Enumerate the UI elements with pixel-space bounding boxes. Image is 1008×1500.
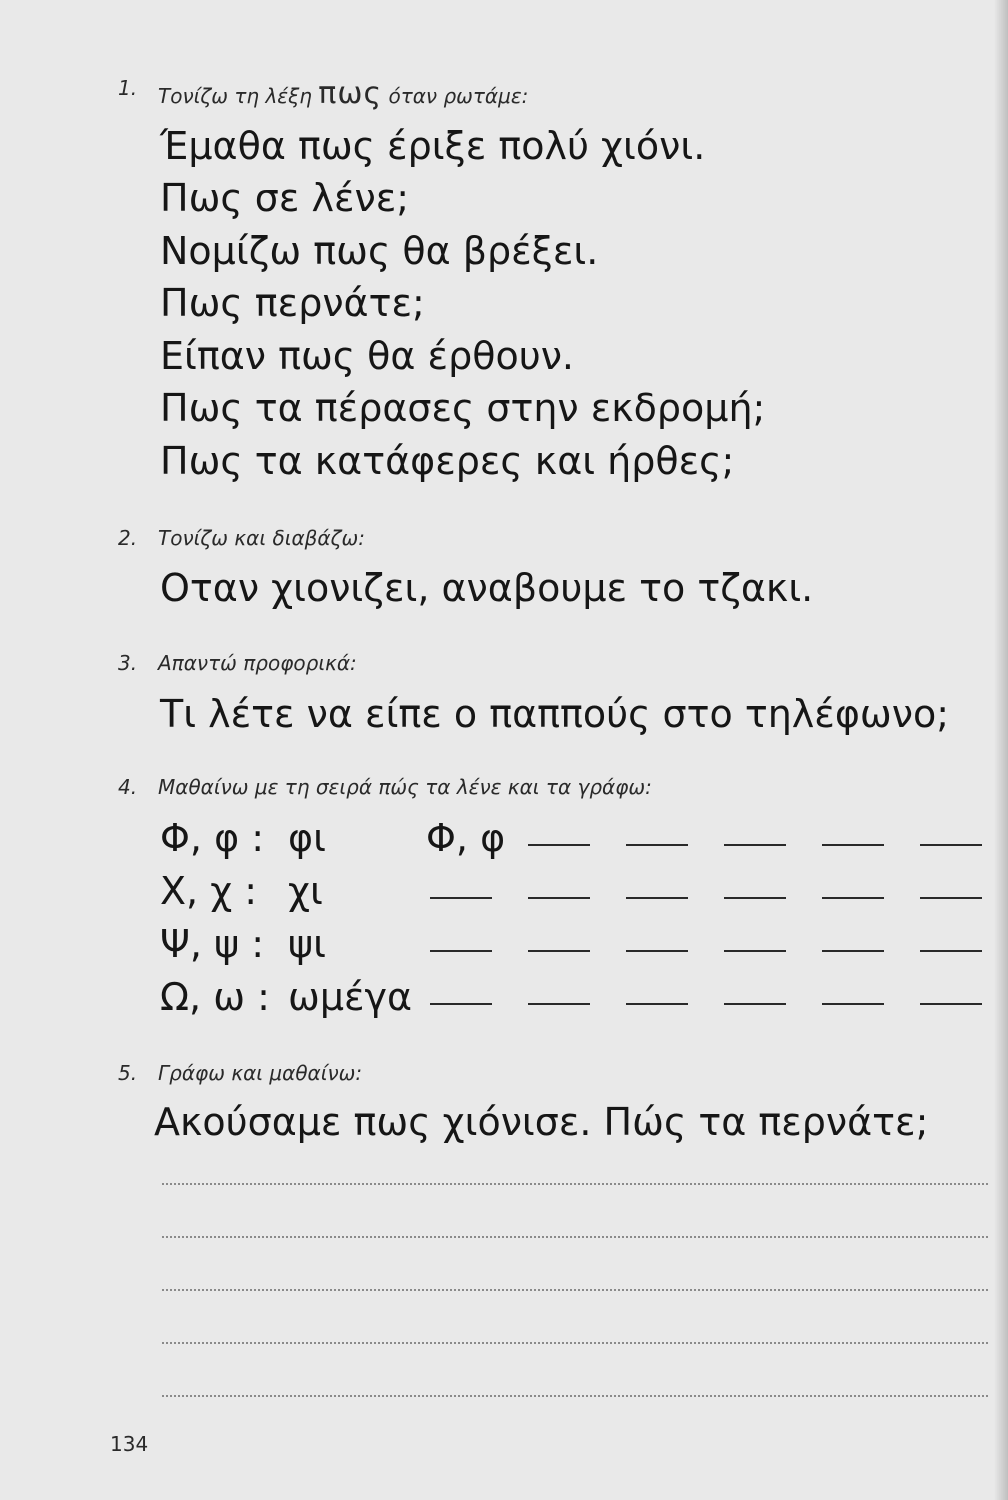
blank-line: [822, 897, 884, 899]
blank-line: [920, 897, 982, 899]
exercise-5-sentence: Ακούσαμε πως χιόνισε. Πώς τα περνάτε;: [154, 1100, 929, 1144]
exercise-1-instruction-before: Τονίζω τη λέξη: [158, 84, 312, 108]
exercise-2-number: 2.: [118, 526, 138, 550]
blank-line: [528, 1003, 590, 1005]
letter-name: ωμέγα: [288, 975, 413, 1019]
blank-line: [822, 1003, 884, 1005]
blank-line: [528, 950, 590, 952]
exercise-3-number: 3.: [118, 651, 138, 675]
exercise-1-instruction: [158, 76, 528, 111]
letter-name: χι: [288, 869, 323, 913]
exercise-1-line: Έμαθα πως έριξε πολύ χιόνι.: [160, 124, 706, 168]
blank-line: [822, 950, 884, 952]
page-number: 134: [110, 1432, 149, 1456]
exercise-5-number: 5.: [118, 1061, 138, 1085]
exercise-1-instruction-after: όταν ρωτάμε:: [388, 84, 529, 108]
exercise-2-sentence: Οταν χιονιζει, αναβουμε το τζακι.: [160, 566, 814, 610]
letter-pair: Ω, ω :: [160, 975, 270, 1019]
blank-line: [626, 897, 688, 899]
exercise-2-instruction: Τονίζω και διαβάζω:: [158, 526, 365, 550]
writing-line-dotted[interactable]: [162, 1395, 988, 1397]
exercise-4-instruction: Μαθαίνω με τη σειρά πώς τα λένε και τα γράφω:: [158, 775, 652, 799]
blank-line: [822, 844, 884, 846]
exercise-1-highlight-word: πως: [318, 76, 383, 111]
blank-line: [626, 844, 688, 846]
blank-line: [724, 1003, 786, 1005]
letter-pair: Φ, φ :: [160, 816, 265, 860]
exercise-1-line: Πως τα πέρασες στην εκδρομή;: [160, 386, 766, 430]
exercise-1-line: Νομίζω πως θα βρέξει.: [160, 229, 599, 273]
blank-line: [724, 950, 786, 952]
blank-line: [430, 897, 492, 899]
letter-pair: Ψ, ψ :: [160, 922, 265, 966]
blank-line: [528, 844, 590, 846]
letter-pair: Χ, χ :: [160, 869, 258, 913]
writing-line-dotted[interactable]: [162, 1289, 988, 1291]
exercise-4-number: 4.: [118, 775, 138, 799]
blank-line: [920, 1003, 982, 1005]
blank-line: [920, 844, 982, 846]
letter-name: ψι: [288, 922, 326, 966]
blank-line: [724, 844, 786, 846]
writing-line-dotted[interactable]: [162, 1236, 988, 1238]
writing-line-dotted[interactable]: [162, 1183, 988, 1185]
exercise-1-line: Πως σε λένε;: [160, 176, 410, 220]
exercise-3-question: Τι λέτε να είπε ο παππούς στο τηλέφωνο;: [160, 692, 950, 736]
exercise-5-instruction: Γράφω και μαθαίνω:: [158, 1061, 363, 1085]
exercise-3-instruction: Απαντώ προφορικά:: [158, 651, 357, 675]
exercise-1-line: Είπαν πως θα έρθουν.: [160, 334, 575, 378]
exercise-1-line: Πως τα κατάφερες και ήρθες;: [160, 439, 735, 483]
blank-line: [626, 950, 688, 952]
letter-name: φι: [288, 816, 326, 860]
writing-line-dotted[interactable]: [162, 1342, 988, 1344]
exercise-1-line: Πως περνάτε;: [160, 281, 425, 325]
blank-line: [528, 897, 590, 899]
blank-line: [626, 1003, 688, 1005]
letter-prompt: Φ, φ: [426, 816, 506, 860]
blank-line: [920, 950, 982, 952]
blank-line: [724, 897, 786, 899]
exercise-1-number: 1.: [118, 76, 138, 100]
blank-line: [430, 950, 492, 952]
blank-line: [430, 1003, 492, 1005]
page-edge-shadow: [994, 0, 1008, 1500]
